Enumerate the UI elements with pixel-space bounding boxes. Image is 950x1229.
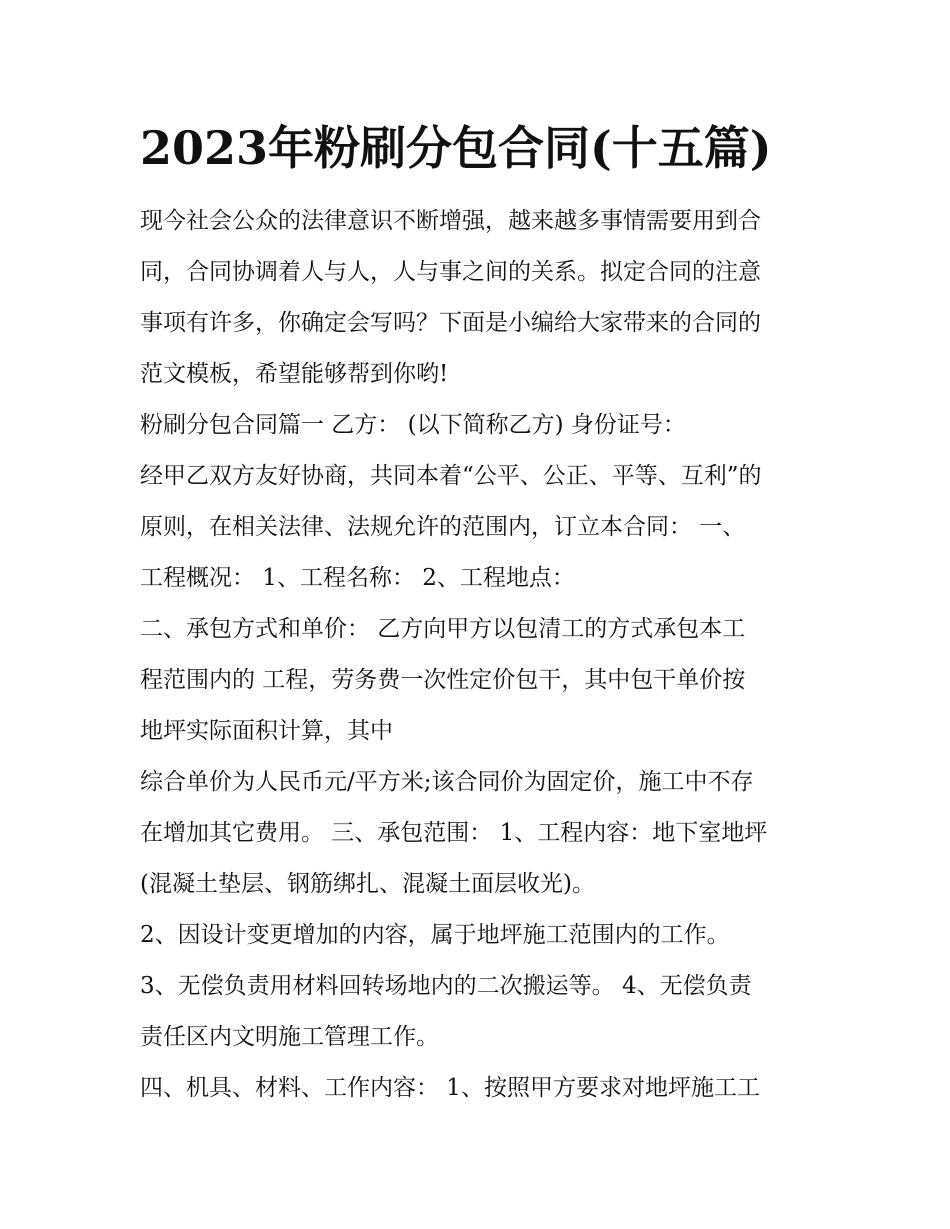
document-body — [140, 196, 812, 1114]
text-line: 3、无偿负责用材料回转场地内的二次搬运等。 4、无偿负责 — [140, 973, 752, 999]
text-line: (混凝土垫层、钢筋绑扎、混凝土面层收光)。 — [140, 871, 595, 897]
text-line: 责任区内文明施工管理工作。 — [140, 1024, 439, 1050]
text-line: 范文模板，希望能够帮到你哟! — [140, 361, 449, 387]
text-line: 经甲乙双方友好协商，共同本着“公平、公正、平等、互利”的 — [140, 463, 762, 489]
text-line: 地坪实际面积计算，其中 — [140, 718, 393, 744]
text-line: 同，合同协调着人与人，人与事之间的关系。拟定合同的注意 — [140, 259, 761, 285]
text-line: 原则，在相关法律、法规允许的范围内，订立本合同： 一、 — [140, 514, 746, 540]
text-line: 二、承包方式和单价： 乙方向甲方以包清工的方式承包本工 — [140, 616, 746, 642]
text-line: 综合单价为人民币元/平方米;该合同价为固定价，施工中不存 — [140, 769, 754, 795]
text-line: 2、因设计变更增加的内容，属于地坪施工范围内的工作。 — [140, 922, 730, 948]
text-line: 事项有许多，你确定会写吗？下面是小编给大家带来的合同的 — [140, 310, 761, 336]
text-line: 工程概况： 1、工程名称： 2、工程地点： — [140, 565, 575, 591]
text-line: 现今社会公众的法律意识不断增强，越来越多事情需要用到合 — [140, 208, 761, 234]
text-line: 四、机具、材料、工作内容： 1、按照甲方要求对地坪施工工 — [140, 1075, 760, 1101]
document-title: 2023年粉刷分包合同(十五篇) — [140, 121, 772, 175]
text-line: 程范围内的 工程，劳务费一次性定价包干，其中包干单价按 — [140, 667, 746, 693]
text-line: 在增加其它费用。 三、承包范围： 1、工程内容：地下室地坪 — [140, 820, 768, 846]
text-line: 粉刷分包合同篇一 乙方： (以下简称乙方) 身份证号： — [140, 412, 686, 438]
